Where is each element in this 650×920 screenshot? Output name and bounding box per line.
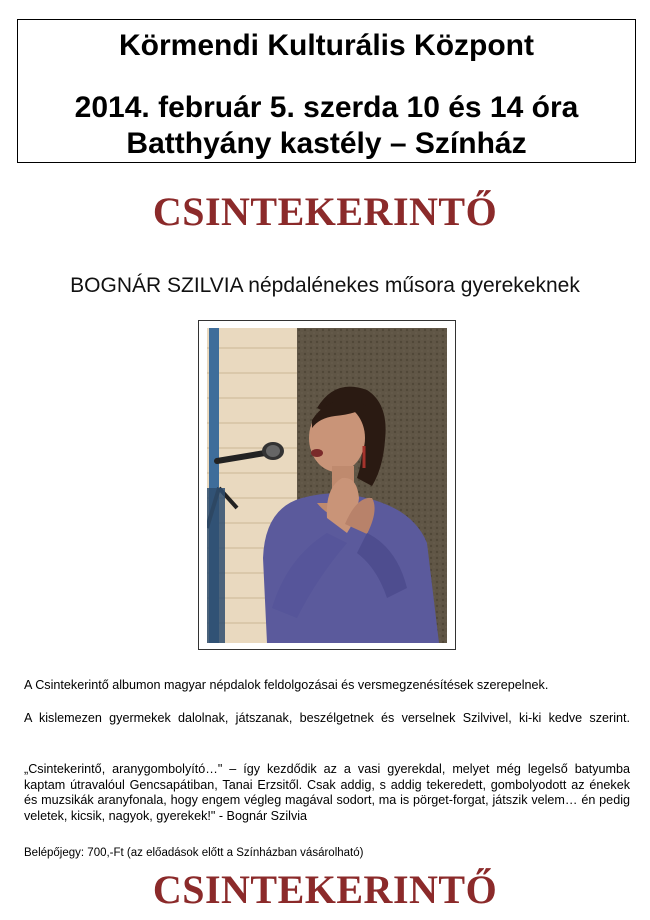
event-date-time: 2014. február 5. szerda 10 és 14 óra — [74, 91, 579, 124]
event-header-box — [17, 19, 636, 163]
performer-image — [207, 328, 447, 643]
description-paragraph-2: A kislemezen gyermekek dalolnak, játszanak, beszélgetnek és verselnek Szilvivel, ki-ki kedve szerint. — [24, 711, 630, 725]
description-paragraph-1: A Csintekerintő albumon magyar népdalok feldolgozásai és versmegzenésítések szerepelnek. — [24, 678, 549, 692]
show-title: CSINTEKERINTŐ — [152, 189, 498, 234]
performer-photo — [198, 320, 456, 650]
footer-title: CSINTEKERINTŐ — [152, 867, 498, 912]
event-location: Batthyány kastély – Színház — [126, 127, 527, 160]
ticket-info: Belépőjegy: 700,-Ft (az előadások előtt a Színházban vásárolható) — [24, 847, 364, 859]
venue-name: Körmendi Kulturális Központ — [119, 29, 534, 62]
description-quote: „Csintekerintő, aranygombolyító…" – így kezdődik az a vasi gyerekdal, melyet még legelső batyumba kaptam útravalóul Gencsapátiban, Tanai Erzsitől. Csak addig, s addig tekeredett, gombolyodott az énekek és muzsikák aranyfonala, hogy engem végleg magával sodort, ma is pörget-forgat, játszik velem… én pedig veletek, kicsik, nagyok, gyerekek!" - Bognár Szilvia — [24, 762, 630, 823]
show-subtitle: BOGNÁR SZILVIA népdalénekes műsora gyerekeknek — [70, 274, 580, 297]
